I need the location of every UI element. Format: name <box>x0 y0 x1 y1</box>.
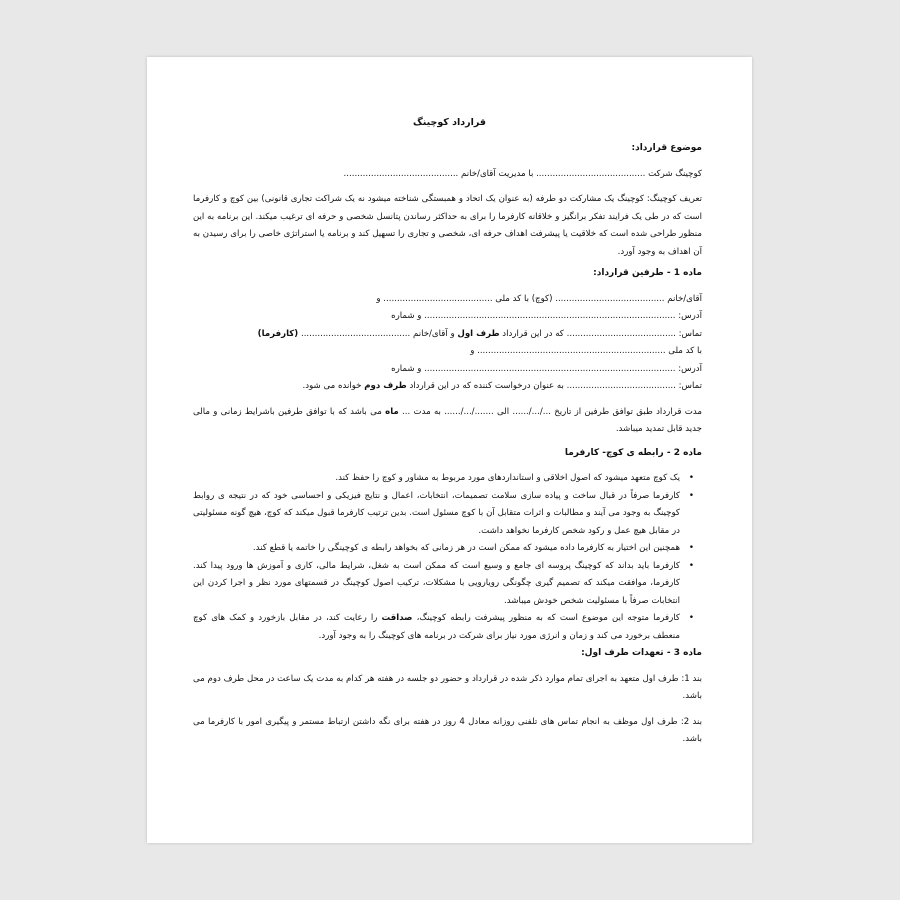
party-row-6: تماس: ........................................ به عنوان درخواست کننده که در این قرارداد طرف دوم خوانده می شود. <box>302 381 702 391</box>
party-row-1: آقای/خانم ........................................ (کوچ) با کد ملی ........................................ و <box>376 293 702 304</box>
document-page <box>147 57 752 843</box>
list-item: • یک کوچ متعهد میشود که اصول اخلاقی و استانداردهای مورد مربوط به مشاور و کوچ را حفظ کند. <box>193 470 680 488</box>
party-row-4: با کد ملی ..................................................................... و <box>470 346 702 356</box>
article-3-heading: ماده 3 - تعهدات طرف اول: <box>581 648 702 658</box>
document-body <box>193 140 702 749</box>
document-title: قرارداد کوچینگ <box>413 117 486 128</box>
party-row-2: آدرس: ............................................................................................ و شماره <box>391 311 702 321</box>
list-item: • کارفرما باید بداند که کوچینگ پروسه ای جامع و وسیع است که ممکن است به شغل، شرایط مالی، کاری و آموزش ها ورود پیدا کند. کارفرما، موافقت میکند که تصمیم گیری چگونگی رویارویی با مشکلات، ترکیب اصول کوچینگ در قسمتهای مورد نظر و اجرا کردن این انتخابات صرفاً با مسئولیت شخص خودش میباشد. <box>193 558 680 611</box>
coaching-definition: تعریف کوچینگ: کوچینگ یک مشارکت دو طرفه (به عنوان یک اتحاد و همبستگی شناخته میشود نه یک شراکت تجاری قانونی) بین کوچ و کارفرما است که در طی یک فرایند تفکر برانگیز و خلاقانه کارفرما را برای به حداکثر رساندن پتانسل شخصی و حرفه ای ترغیب میکند. این برنامه به این منظور طراحی شده است که خلاقیت یا پیشرفت اهداف حرفه ای، شخصی و تجاری را تسهیل کند و برنامه یا استراتژی خاصی را برای رسیدن به آن اهداف به وجود آورد. <box>193 194 702 257</box>
subject-heading: موضوع قرارداد: <box>631 143 702 153</box>
article-1-heading: ماده 1 - طرفین قرارداد: <box>593 268 702 278</box>
article-3-clause-1: بند 1: طرف اول متعهد به اجرای تمام موارد ذکر شده در قرارداد و حضور دو جلسه در هفته هر کدام به مدت یک ساعت در محل طرف دوم می باشد. <box>193 673 702 701</box>
article-2-list <box>193 470 702 645</box>
list-item: • کارفرما صرفاً در قبال ساخت و پیاده سازی سلامت تصمیمات، انتخابات، اعمال و نتایج فیزیکی و احساسی خود که در نتیجه ی روابط کوچینگ به وجود می آیند و مطالبات و اثرات متقابل آن با کوچ مسئول است. بدین ترتیب کارفرما قبول میکند که کوچ، هیچ گونه مسئولیتی در مقابل هیچ عمل و رکود شخص کارفرما نخواهد داشت. <box>193 488 680 541</box>
contract-duration: مدت قرارداد طبق توافق طرفین از تاریخ .../.../...... الی ......./.../...... به مدت ... ماه می باشد که با توافق طرفین باشرایط زمانی و مالی جدید قابل تمدید میباشد. <box>193 406 702 434</box>
list-item: • کارفرما متوجه این موضوع است که به منظور پیشرفت رابطه کوچینگ، صداقت را رعایت کند، در مقابل بازخورد و کمک های کوچ منعطف برخورد می کند و زمان و انرژی مورد نیاز برای شرکت در برنامه های کوچینگ را به وجود آورد. <box>193 610 680 645</box>
article-2-heading: ماده 2 - رابطه ی کوچ- کارفرما <box>564 447 702 458</box>
article-3-clause-2: بند 2: طرف اول موظف به انجام تماس های تلفنی روزانه معادل 4 روز در هفته برای نگه داشتن ارتباط مستمر و پیگیری امور با کارفرما می باشد. <box>193 716 702 744</box>
party-row-5: آدرس: ............................................................................................ و شماره <box>391 363 702 374</box>
party-row-3: تماس: ........................................ که در این قرارداد طرف اول و آقای/خانم ........................................ (کارفرما) <box>257 328 702 339</box>
subject-line: کوچینگ شرکت ........................................ با مدیریت آقای/خانم .......................................... <box>343 168 702 179</box>
list-item: • همچنین این اختیار به کارفرما داده میشود که ممکن است در هر زمانی که بخواهد رابطه ی کوچینگی را خاتمه یا قطع کند. <box>193 540 680 558</box>
